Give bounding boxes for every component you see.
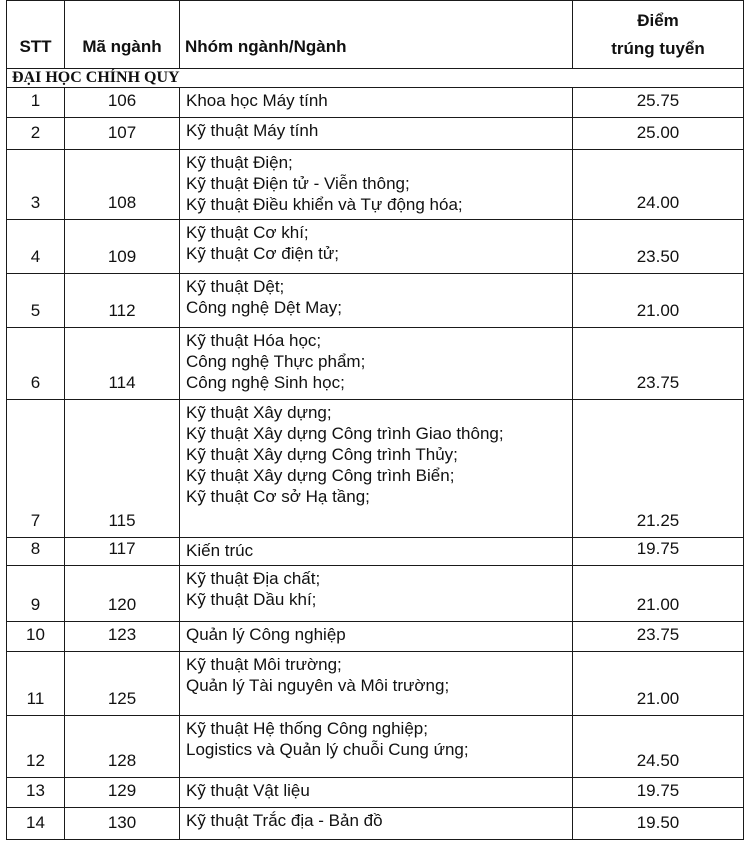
major-name: Kỹ thuật Cơ sở Hạ tầng; bbox=[186, 487, 370, 506]
major-name: Kỹ thuật Xây dựng Công trình Giao thông; bbox=[186, 424, 504, 443]
row-score: 21.25 bbox=[573, 400, 744, 538]
header-score-line1: Điểm bbox=[637, 11, 679, 30]
table-row bbox=[7, 88, 744, 118]
major-name: Kỹ thuật Cơ điện tử; bbox=[186, 244, 339, 263]
row-stt: 7 bbox=[7, 400, 65, 538]
table-row bbox=[7, 808, 744, 840]
row-stt: 5 bbox=[7, 274, 65, 328]
row-majors bbox=[180, 220, 573, 274]
row-stt: 4 bbox=[7, 220, 65, 274]
row-stt: 2 bbox=[7, 118, 65, 150]
row-score: 25.00 bbox=[573, 118, 744, 150]
row-score: 19.75 bbox=[573, 778, 744, 808]
table-row bbox=[7, 328, 744, 400]
major-name: Kỹ thuật Xây dựng; bbox=[186, 403, 332, 422]
row-majors bbox=[180, 622, 573, 652]
table-row bbox=[7, 400, 744, 538]
row-majors bbox=[180, 652, 573, 716]
row-code: 114 bbox=[65, 328, 180, 400]
row-majors bbox=[180, 538, 573, 566]
table-row bbox=[7, 274, 744, 328]
row-majors bbox=[180, 88, 573, 118]
table-row bbox=[7, 716, 744, 778]
table-row bbox=[7, 652, 744, 716]
section-title: ĐẠI HỌC CHÍNH QUY bbox=[7, 69, 744, 88]
admission-scores-table bbox=[6, 0, 744, 840]
major-name: Kỹ thuật Hóa học; bbox=[186, 331, 322, 350]
major-name: Kỹ thuật Dầu khí; bbox=[186, 590, 317, 609]
table-row bbox=[7, 150, 744, 220]
major-name: Khoa học Máy tính bbox=[186, 91, 328, 110]
row-code: 108 bbox=[65, 150, 180, 220]
major-name: Kỹ thuật Máy tính bbox=[186, 121, 319, 140]
major-name: Quản lý Công nghiệp bbox=[186, 625, 346, 644]
major-name: Kỹ thuật Xây dựng Công trình Thủy; bbox=[186, 445, 458, 464]
row-majors bbox=[180, 808, 573, 840]
row-majors bbox=[180, 566, 573, 622]
major-name: Kỹ thuật Dệt; bbox=[186, 277, 285, 296]
row-majors bbox=[180, 716, 573, 778]
row-score: 21.00 bbox=[573, 274, 744, 328]
major-name: Kỹ thuật Xây dựng Công trình Biển; bbox=[186, 466, 455, 485]
row-code: 117 bbox=[65, 538, 180, 566]
major-name: Kiến trúc bbox=[186, 541, 254, 560]
row-stt: 10 bbox=[7, 622, 65, 652]
row-code: 129 bbox=[65, 778, 180, 808]
row-stt: 3 bbox=[7, 150, 65, 220]
table-row bbox=[7, 538, 744, 566]
header-code: Mã ngành bbox=[65, 1, 180, 69]
row-code: 130 bbox=[65, 808, 180, 840]
row-majors bbox=[180, 274, 573, 328]
row-score: 23.75 bbox=[573, 328, 744, 400]
major-name: Kỹ thuật Vật liệu bbox=[186, 781, 310, 800]
header-score-line2: trúng tuyển bbox=[611, 39, 705, 58]
row-score: 23.75 bbox=[573, 622, 744, 652]
row-majors bbox=[180, 328, 573, 400]
row-stt: 1 bbox=[7, 88, 65, 118]
major-name: Kỹ thuật Điều khiển và Tự động hóa; bbox=[186, 195, 463, 214]
table-row bbox=[7, 778, 744, 808]
row-score: 24.50 bbox=[573, 716, 744, 778]
row-majors bbox=[180, 150, 573, 220]
row-score: 25.75 bbox=[573, 88, 744, 118]
major-name: Kỹ thuật Địa chất; bbox=[186, 569, 321, 588]
row-score: 21.00 bbox=[573, 566, 744, 622]
row-stt: 12 bbox=[7, 716, 65, 778]
major-name: Kỹ thuật Môi trường; bbox=[186, 655, 342, 674]
row-code: 128 bbox=[65, 716, 180, 778]
row-code: 112 bbox=[65, 274, 180, 328]
row-score: 23.50 bbox=[573, 220, 744, 274]
table-row bbox=[7, 622, 744, 652]
major-name: Quản lý Tài nguyên và Môi trường; bbox=[186, 676, 450, 695]
major-name: Kỹ thuật Điện tử - Viễn thông; bbox=[186, 174, 410, 193]
row-code: 106 bbox=[65, 88, 180, 118]
row-score: 21.00 bbox=[573, 652, 744, 716]
row-code: 115 bbox=[65, 400, 180, 538]
table-row bbox=[7, 118, 744, 150]
row-score: 19.50 bbox=[573, 808, 744, 840]
row-stt: 8 bbox=[7, 538, 65, 566]
major-name: Công nghệ Dệt May; bbox=[186, 298, 342, 317]
header-major: Nhóm ngành/Ngành bbox=[180, 1, 573, 69]
row-stt: 14 bbox=[7, 808, 65, 840]
section-row bbox=[7, 69, 744, 88]
row-stt: 11 bbox=[7, 652, 65, 716]
major-name: Logistics và Quản lý chuỗi Cung ứng; bbox=[186, 740, 469, 759]
row-code: 123 bbox=[65, 622, 180, 652]
row-majors bbox=[180, 118, 573, 150]
major-name: Kỹ thuật Trắc địa - Bản đồ bbox=[186, 811, 383, 830]
row-stt: 6 bbox=[7, 328, 65, 400]
header-row bbox=[7, 1, 744, 69]
major-name: Kỹ thuật Cơ khí; bbox=[186, 223, 309, 242]
row-code: 107 bbox=[65, 118, 180, 150]
row-stt: 9 bbox=[7, 566, 65, 622]
row-score: 19.75 bbox=[573, 538, 744, 566]
major-name: Công nghệ Thực phẩm; bbox=[186, 352, 366, 371]
major-name: Kỹ thuật Điện; bbox=[186, 153, 293, 172]
table-row bbox=[7, 220, 744, 274]
major-name: Công nghệ Sinh học; bbox=[186, 373, 345, 392]
row-majors bbox=[180, 400, 573, 538]
header-score bbox=[573, 1, 744, 69]
row-code: 109 bbox=[65, 220, 180, 274]
row-code: 120 bbox=[65, 566, 180, 622]
row-score: 24.00 bbox=[573, 150, 744, 220]
table-row bbox=[7, 566, 744, 622]
row-stt: 13 bbox=[7, 778, 65, 808]
row-code: 125 bbox=[65, 652, 180, 716]
major-name: Kỹ thuật Hệ thống Công nghiệp; bbox=[186, 719, 428, 738]
row-majors bbox=[180, 778, 573, 808]
header-stt: STT bbox=[7, 1, 65, 69]
